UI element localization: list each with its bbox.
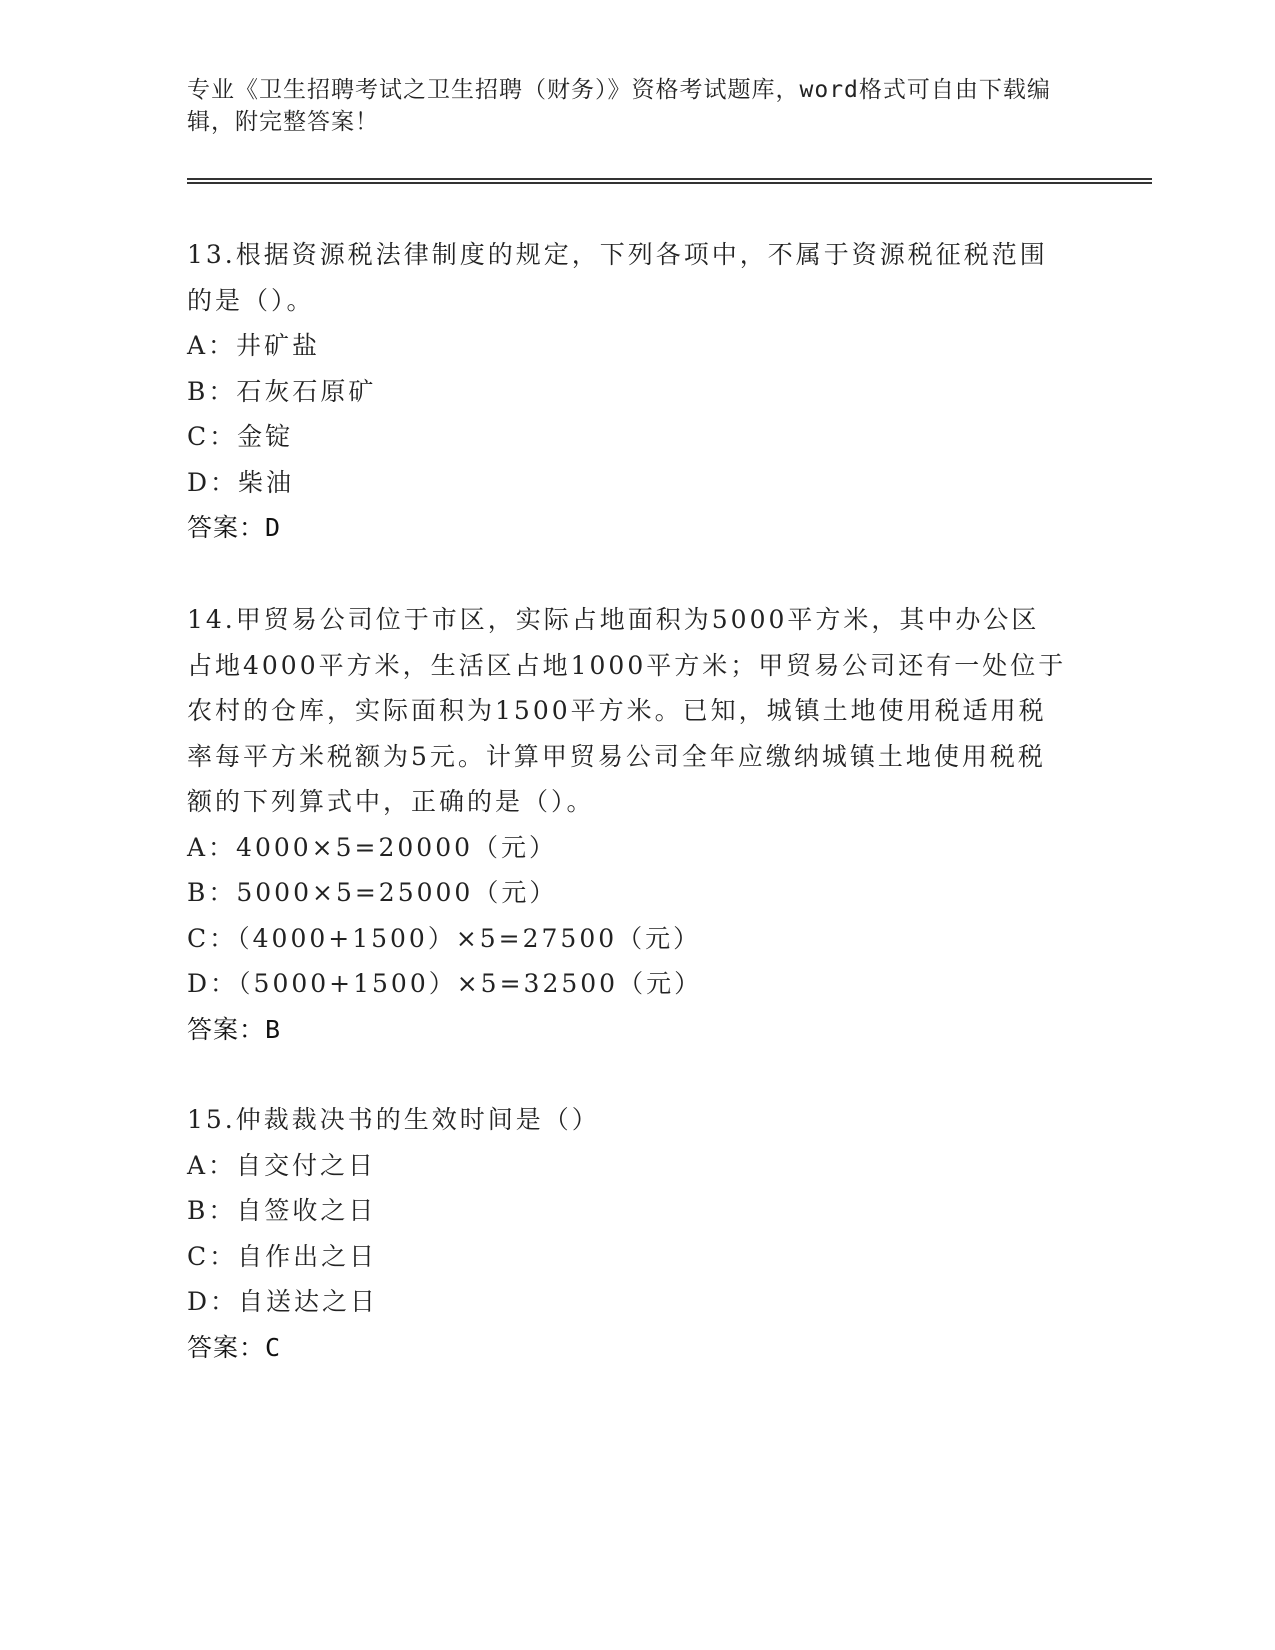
- question-15: [187, 1097, 1067, 1370]
- question-stem: 14.甲贸易公司位于市区，实际占地面积为5000平方米，其中办公区占地4000平方米，生活区占地1000平方米；甲贸易公司还有一处位于农村的仓库，实际面积为1500平方米。已知，城镇土地使用税适用税率每平方米税额为5元。计算甲贸易公司全年应缴纳城镇土地使用税税额的下列算式中，正确的是（）。: [187, 605, 1067, 816]
- option-d: D：（5000+1500）×5=32500（元）: [187, 969, 703, 998]
- question-stem: 13.根据资源税法律制度的规定，下列各项中，不属于资源税征税范围的是（）。: [187, 240, 1048, 315]
- header-divider-top: [187, 178, 1152, 180]
- option-a: A：4000×5=20000（元）: [187, 832, 558, 862]
- answer-line: 答案：D: [187, 513, 282, 542]
- option-c: C：（4000+1500）×5=27500（元）: [187, 923, 702, 953]
- option-c: C：金锭: [187, 422, 294, 451]
- document-header-intro: 专业《卫生招聘考试之卫生招聘（财务）》资格考试题库，word格式可自由下载编辑，附完整答案！: [187, 77, 1051, 135]
- option-d: D：柴油: [187, 467, 295, 497]
- question-13: [187, 232, 1067, 551]
- option-c: C：自作出之日: [187, 1241, 378, 1271]
- header-divider-bottom: [187, 182, 1152, 184]
- option-d: D：自送达之日: [187, 1287, 379, 1316]
- answer-line: 答案：B: [187, 1014, 282, 1044]
- option-a: A：自交付之日: [187, 1150, 377, 1180]
- answer-line: 答案：C: [187, 1332, 282, 1362]
- option-b: B：石灰石原矿: [187, 376, 377, 406]
- option-b: B：5000×5=25000（元）: [187, 878, 558, 907]
- option-b: B：自签收之日: [187, 1196, 377, 1225]
- option-a: A：井矿盐: [187, 331, 321, 360]
- question-stem: 15.仲裁裁决书的生效时间是（）: [187, 1105, 600, 1134]
- question-14: [187, 597, 1067, 1052]
